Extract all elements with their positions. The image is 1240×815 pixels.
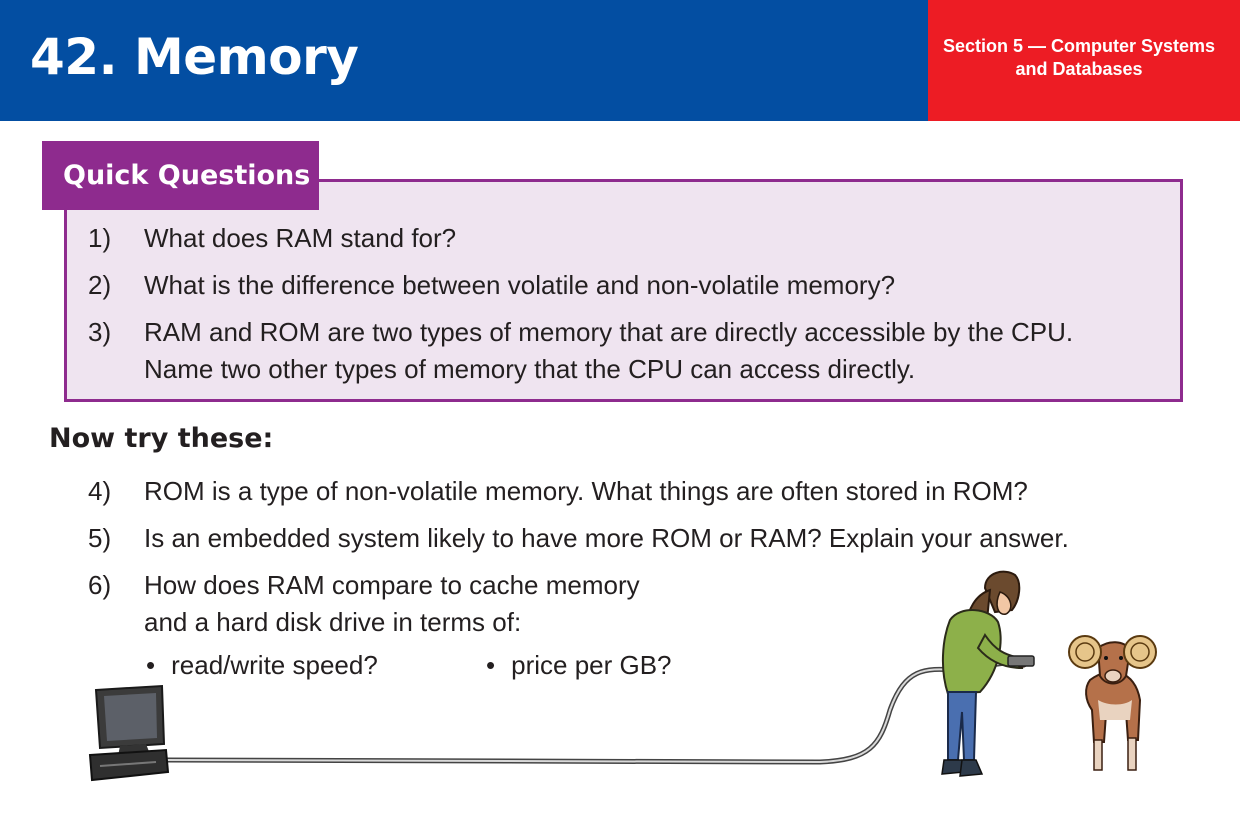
question-number: 1): [88, 223, 112, 253]
question-number: 3): [88, 317, 112, 347]
question-text: What does RAM stand for?: [144, 223, 457, 253]
question-text: ROM is a type of non-volatile memory. What things are often stored in ROM?: [144, 476, 1028, 506]
bullet-dot-icon: •: [486, 650, 496, 680]
page-title: 42. Memory: [30, 28, 359, 86]
question-number: 2): [88, 270, 112, 300]
cable-icon: [165, 663, 1005, 762]
now-try-heading: Now try these:: [49, 423, 274, 454]
question-text: Is an embedded system likely to have more ROM or RAM? Explain your answer.: [144, 523, 1069, 553]
computer-icon: [90, 686, 168, 780]
question-number: 4): [88, 476, 112, 506]
woman-icon: [942, 572, 1034, 776]
question-number: 6): [88, 570, 112, 600]
bullet-text: price per GB?: [511, 650, 672, 680]
section-label: Section 5 — Computer Systems and Databases: [942, 36, 1216, 79]
question-text-line-2: Name two other types of memory that the CPU can access directly.: [144, 354, 916, 384]
bullet-text: read/write speed?: [171, 650, 378, 680]
ram-animal-icon: [1069, 636, 1156, 770]
question-text: How does RAM compare to cache memory: [144, 570, 640, 600]
bullet-dot-icon: •: [146, 650, 156, 680]
question-text: RAM and ROM are two types of memory that are directly accessible by the CPU.: [144, 317, 1074, 347]
quick-questions-heading: Quick Questions: [42, 141, 319, 210]
question-number: 5): [88, 523, 112, 553]
question-text-line-2: and a hard disk drive in terms of:: [144, 607, 522, 637]
question-text: What is the difference between volatile and non-volatile memory?: [144, 270, 896, 300]
